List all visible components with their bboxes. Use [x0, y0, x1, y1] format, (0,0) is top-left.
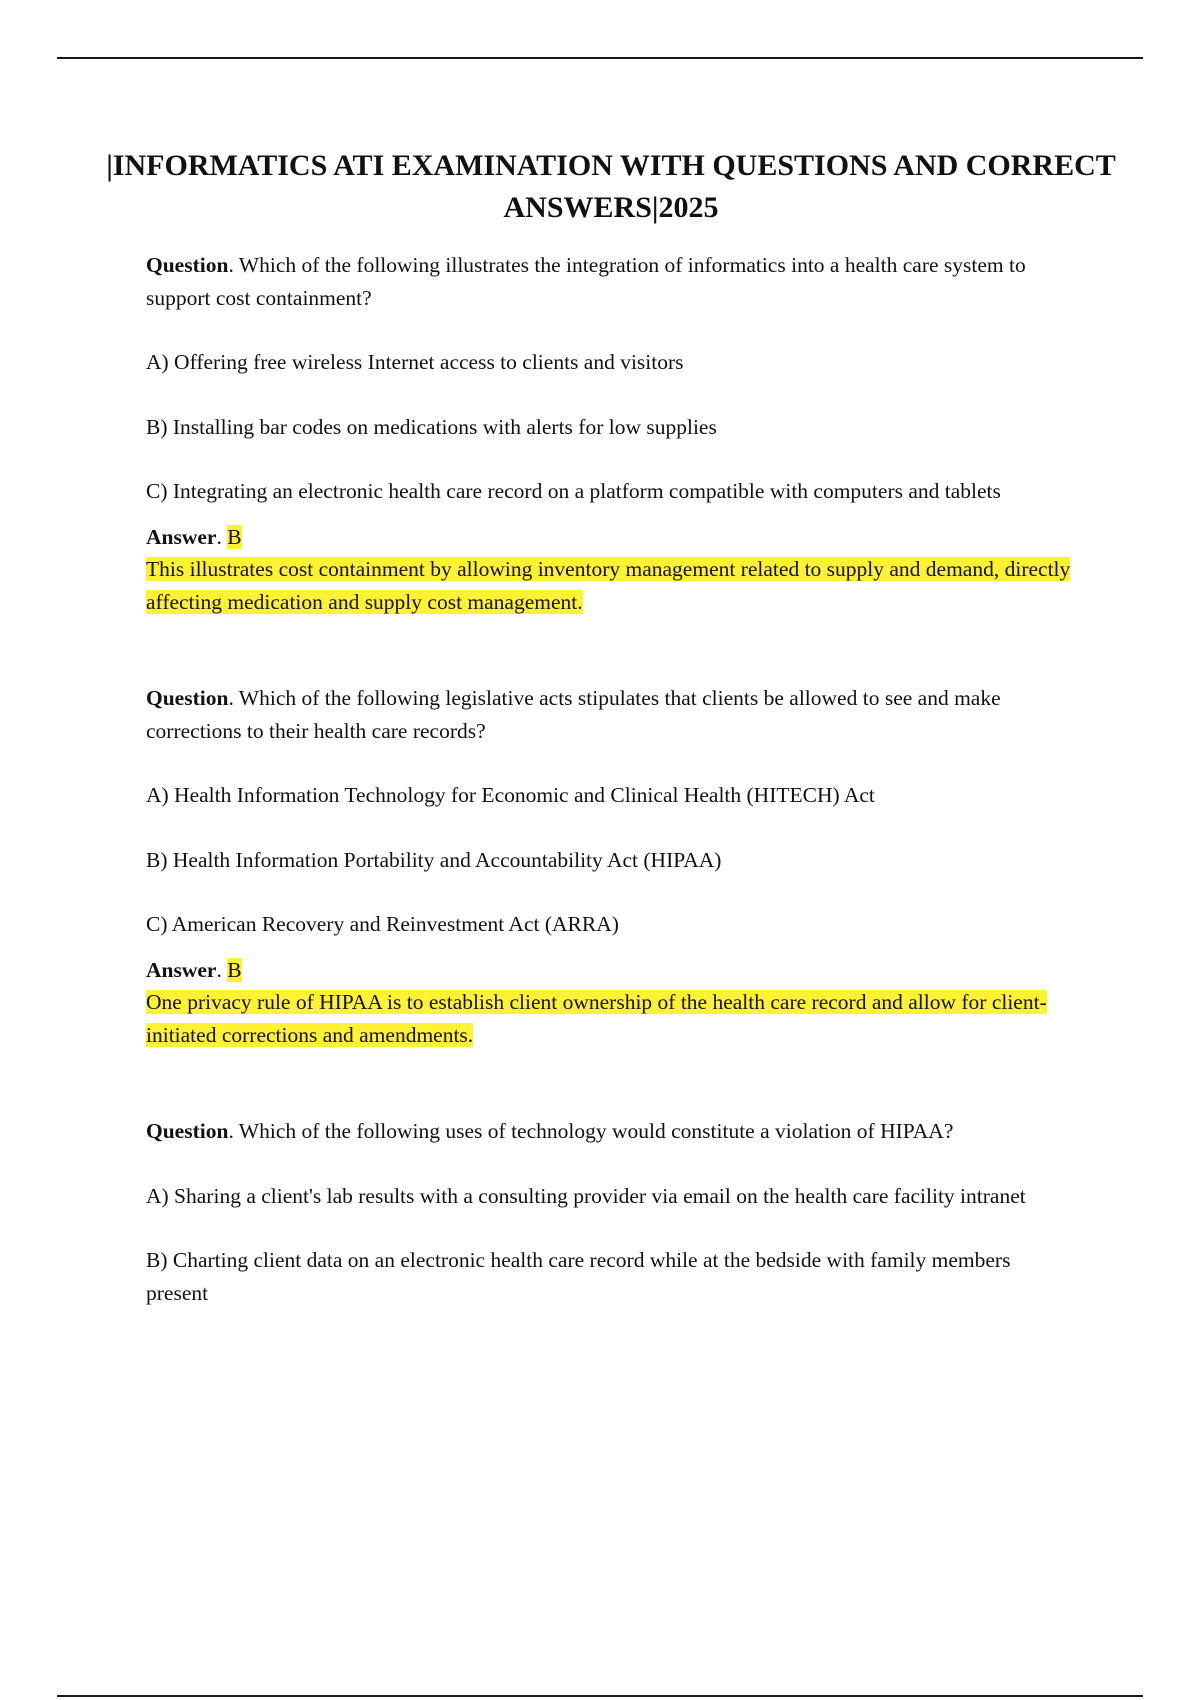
question-2 — [146, 682, 1076, 747]
question-label: Question — [146, 253, 229, 277]
option-c: C) Integrating an electronic health care record on a platform compatible with computers and tablets — [146, 479, 1001, 503]
option-a: A) Sharing a client's lab results with a consulting provider via email on the health care facility intranet — [146, 1183, 1026, 1208]
answer-separator: . — [216, 524, 228, 549]
answer-separator: . — [216, 957, 228, 982]
answer-value: B — [227, 957, 242, 982]
option-c: C) American Recovery and Reinvestment Act (ARRA) — [146, 912, 619, 936]
option-a: A) Offering free wireless Internet access to clients and visitors — [146, 350, 684, 374]
question-label: Question — [146, 686, 229, 710]
answer-value: B — [227, 524, 242, 549]
question-text: . Which of the following legislative acts stipulates that clients be allowed to see and make corrections to their health care records? — [146, 686, 1001, 743]
explanation-text: One privacy rule of HIPAA is to establish client ownership of the health care record and allow for client-initiated corrections and amendments. — [146, 990, 1047, 1047]
question-1 — [146, 249, 1076, 314]
answer-explanation — [146, 986, 1076, 1051]
answer-label: Answer — [146, 524, 217, 549]
explanation-text: This illustrates cost containment by allowing inventory management related to supply and demand, directly affecting medication and supply cost management. — [146, 557, 1071, 614]
document-title: |INFORMATICS ATI EXAMINATION WITH QUESTIONS AND CORRECT ANSWERS|2025 — [106, 149, 1116, 224]
option-b: B) Health Information Portability and Accountability Act (HIPAA) — [146, 847, 722, 872]
option-b: B) Installing bar codes on medications with alerts for low supplies — [146, 414, 717, 439]
option-b: B) Charting client data on an electronic health care record while at the bedside with family members present — [146, 1248, 1011, 1305]
answer-explanation — [146, 553, 1076, 618]
document-body — [106, 145, 1116, 1309]
answer-line — [146, 521, 1076, 554]
answer-line — [146, 954, 1076, 987]
question-3 — [146, 1115, 1076, 1148]
question-text: . Which of the following illustrates the integration of informatics into a health care system to support cost containment? — [146, 253, 1026, 310]
question-block-1 — [146, 249, 1076, 618]
answer-label: Answer — [146, 957, 217, 982]
option-a: A) Health Information Technology for Economic and Clinical Health (HITECH) Act — [146, 783, 875, 807]
question-block-3 — [146, 1115, 1076, 1309]
question-text: . Which of the following uses of technology would constitute a violation of HIPAA? — [228, 1119, 954, 1143]
bottom-rule — [57, 1695, 1143, 1697]
top-rule — [57, 57, 1143, 59]
question-block-2 — [146, 682, 1076, 1051]
question-label: Question — [146, 1119, 229, 1143]
